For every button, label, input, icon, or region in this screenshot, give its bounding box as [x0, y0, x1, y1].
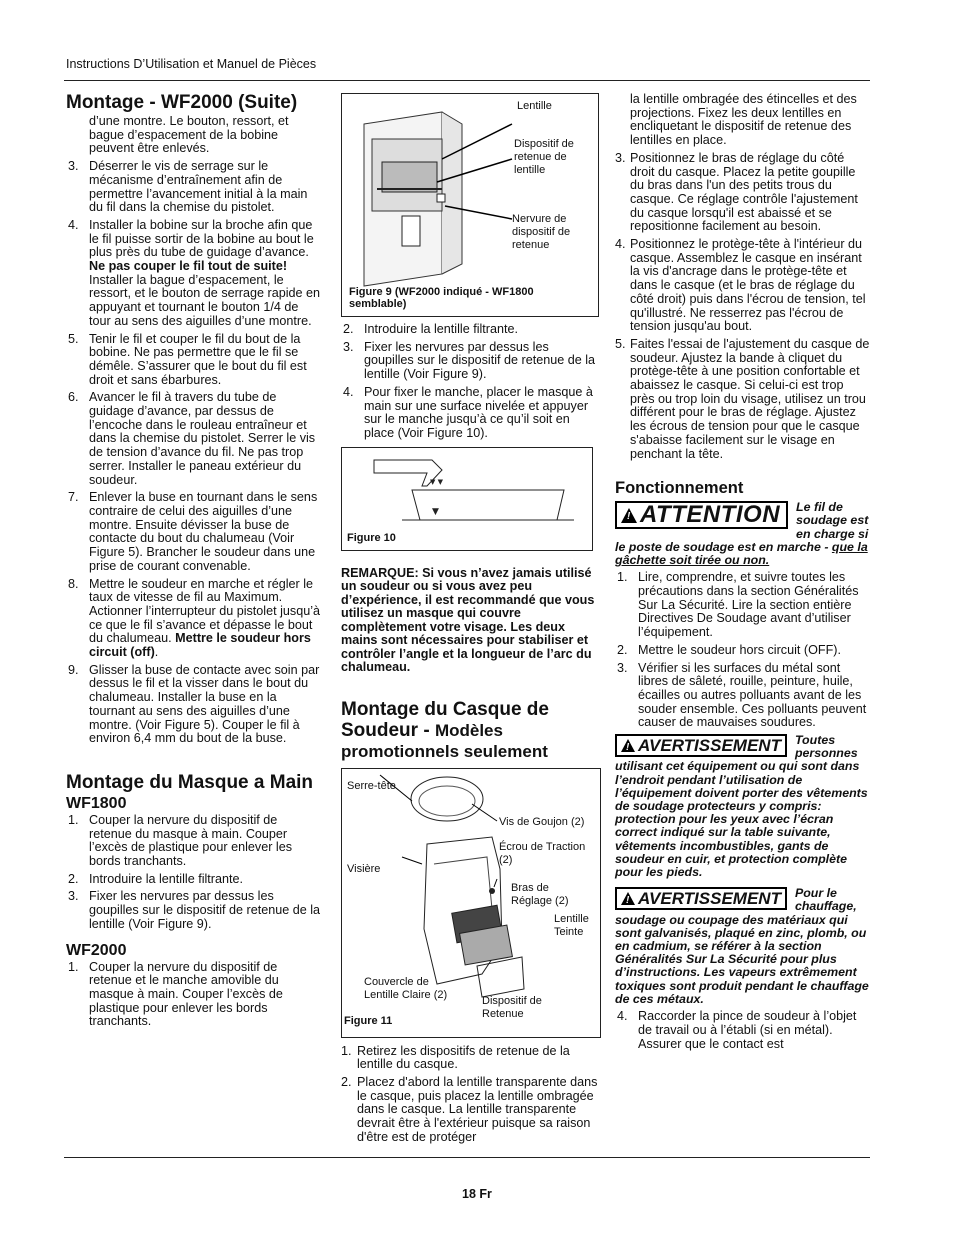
heading-casque: Montage du Casque de Soudeur - Modèles promotionnels seulement: [341, 698, 549, 761]
svg-text:▼: ▼: [432, 506, 439, 517]
op-step-2: 2. Mettre le soudeur hors circuit (OFF).: [617, 642, 841, 657]
steps-list-wf1800: [66, 814, 322, 932]
label-dispositif: Dispositif de Retenue: [482, 994, 542, 1020]
steps-list-casque-2: [615, 152, 871, 461]
heading-fonctionnement: Fonctionnement: [615, 479, 744, 498]
op-step-4: 4. Raccorder la pince de soudeur à l’objet de travail ou à l’établi (si en métal). Assurer que le contact est: [617, 1009, 857, 1051]
step-7: 7. Enlever la buse en tournant dans le sens contraire de celui des aiguilles d’une montre. Ensuite dévisser la buse de contacte du bout du chalumeau (Voir Figure 5). Brancher le soudeur dans une prise de courant convenable.: [68, 490, 318, 573]
mask-step-4: 4. Pour fixer le manche, placer le masque à main sur une surface nivelée et appuyer sur le manche jusqu’à ce qu’il soit en place (Voir Figure 10).: [343, 384, 593, 440]
helmet-step-5: 5. Faites l'essai de l'ajustement du casque de soudeur. Ajustez la bande à cliquet du protège-tête à une position confortable et abaissez le casque. Si celui-ci est trop près ou trop loin du visage, utilisez un trou différent pour le bras de réglage. Ajustez les écrous de tension pour que le casque s'abaisse facilement sur le visage en penchant la tête.: [615, 336, 870, 461]
steps-list-casque: [341, 1045, 599, 1145]
warning-triangle-icon: [621, 739, 635, 752]
steps-list-wf2000: [66, 961, 322, 1030]
step-6: 6. Avancer le fil à travers du tube de guidage d’avance, par dessus de l’encoche dans le rouleau entraîneur et dans la chemise du pistolet. Serrer le vis de tension d’avance du fil. Ne pas trop serrer. Installer le paneau extérieur du soudeur.: [68, 390, 316, 487]
label-bras-reglage: Bras de Réglage (2): [511, 881, 569, 907]
helmet-step-continued: la lentille ombragée des étincelles et des projections. Fixez les deux lentilles en encliquetant le dispositif de retenue des lentilles en place.: [630, 92, 857, 148]
op-step-1: 1. Lire, comprendre, et suivre toutes les précautions dans la section Généralités Sur La Sécurité. Lire la section entière Directives De Soudage avant d’utiliser l’équipement.: [617, 570, 859, 640]
step-continued: d’une montre. Le bouton, ressort, et bague d’espacement de la bobine peuvent être enlevés.: [89, 114, 289, 156]
attention-badge: !ATTENTION: [615, 501, 788, 529]
remarque-note: REMARQUE: Si vous n’avez jamais utilisé un soudeur ou si vous avez peu d’expérience, il est recommandé que vous utilisez un masque qui couvre complètement votre visage. Les deux mains sont nécessaires pour stabiliser et contrôler l’angle et la longueur de l’arc du chalumeau.: [341, 565, 595, 675]
svg-text:▼ ▼: ▼ ▼: [430, 477, 443, 486]
avertissement-block-1: !AVERTISSEMENT Toutes personnes utilisant cet équipement ou qui sont dans l’endroit pendant l’utilisation de l’équipement doivent porter des vêtements de soudage protecteurs y compris: protection pour les yeux avec l’écran correct indiqué sur la table suivante, vêtements incombustibles, gants de soudeur en cuir, et protection complète pour les pieds.: [615, 734, 871, 879]
label-lentille-teinte: Lentille Teinte: [554, 912, 589, 938]
subheading-wf2000: WF2000: [66, 941, 127, 959]
label-couvercle: Couvercle de Lentille Claire (2): [364, 975, 448, 1001]
page-header: Instructions D’Utilisation et Manuel de Pièces: [66, 57, 317, 71]
subheading-wf1800: WF1800: [66, 794, 127, 812]
mask-step-2: 2. Introduire la lentille filtrante.: [343, 322, 519, 336]
page-number: 18 Fr: [462, 1187, 492, 1201]
label-lentille: Lentille: [517, 100, 552, 112]
mask-step-3: 3. Fixer les nervures par dessus les goupilles sur le dispositif de retenue de la lentille (Voir Figure 9).: [343, 339, 596, 382]
step-4: 4. Installer la bobine sur la broche afin que le fil puisse sortir de la bobine au bout le plus près du tube de guidage d’avance. Ne pas couper le fil tout de suite! Installer la bague d’espacement, le ressort, et le bouton de serrage rapide en appuyant et tournant le bouton 1/4 de tour au sens des aiguilles d’une montre.: [68, 217, 321, 328]
column-1: [66, 92, 322, 1033]
figure-10-caption: Figure 10: [347, 531, 396, 544]
label-vis-goujon: Vis de Goujon (2): [499, 815, 585, 828]
figure-11: [341, 768, 601, 1038]
avertissement-badge-2: !AVERTISSEMENT: [615, 887, 787, 910]
label-ecrou-traction: Écrou de Traction (2): [499, 840, 586, 866]
helmet-step-4: 4. Positionnez le protège-tête à l'intérieur du casque. Assemblez le casque en insérant la vis d'ancrage dans le protège-tête et dans le casque (et le bras de réglage du côté droit) puis dans l'écrou de tension, tel qu'illustré. Ne resserrez pas l'écrou de tension jusqu'au bout.: [615, 237, 866, 334]
column-2: [341, 93, 599, 1149]
warning-triangle-icon: [621, 508, 637, 523]
step-8: 8. Mettre le soudeur en marche et régler le taux de vitesse de fil au Maximum. Actionner l’interrupteur du pistolet jusqu’à ce que le fil s’avance et dépasse le bout du chalumeau. Mettre le soudeur hors circuit (off).: [68, 576, 321, 660]
step-3: 3. Déserrer le vis de serrage sur le mécanisme d’entraînement afin de permettre l’avancement initial à la main du fil dans la chemise du pistolet.: [68, 159, 308, 215]
wf1800-step-1: 1. Couper la nervure du dispositif de retenue du masque à main. Couper l’excès de plastique pour enlever les bords tranchants.: [68, 812, 293, 869]
attention-block: !ATTENTION Le fil de soudage est en charge si le poste de soudage est en marche - que la gâchette soit tirée ou non.: [615, 501, 871, 567]
label-visiere: Visière: [347, 862, 381, 875]
figure-9-illustration: [342, 94, 598, 316]
figure-11-caption: Figure 11: [344, 1014, 393, 1027]
column-3: [615, 93, 871, 1055]
avertissement-block-2: !AVERTISSEMENT Pour le chauffage, soudage ou coupage des matériaux qui sont galvanisés, plaqué en zinc, plomb, ou en cadmium, se référer à la section Généralités Sur La Sécurité pour plus d’instructions. Les vapeurs extrêmement toxiques sont produit pendant le chauffage de ces métaux.: [615, 887, 871, 1006]
avertissement-badge-1: !AVERTISSEMENT: [615, 734, 787, 757]
figure-9: [341, 93, 599, 317]
helmet-step-1: 1. Retirez les dispositifs de retenue de la lentille du casque.: [341, 1043, 570, 1072]
helmet-step-3: 3. Positionnez le bras de réglage du côté droit du casque. Placez la petite goupille du bras dans l'un des petits trous du casque. Ce réglage contrôle l'ajustement du casque lorsqu'il est abaissé et se repositionne facilement au besoin.: [615, 150, 858, 234]
step-9: 9. Glisser la buse de contacte avec soin par dessus le fil et la visser dans le bout du chalumeau. Installer la buse en la tournant au sens des aiguilles d’une montre. (Voir Figure 5). Couper le fil à environ 6,4 mm du bout de la buse.: [68, 662, 320, 746]
steps-list-fonctionnement: [615, 571, 871, 730]
label-nervure: Nervure de dispositif de retenue: [512, 213, 571, 251]
steps-list-fonctionnement-2: [615, 1010, 871, 1051]
helmet-step-2: 2. Placez d'abord la lentille transparente dans le casque, puis placez la lentille ombragée dans le casque. La lentille transparente devrait être à l'extérieur puisque sa raison d'être est de protéger: [341, 1075, 598, 1144]
warning-triangle-icon: [621, 892, 635, 905]
op-step-3: 3. Vérifier si les surfaces du métal sont libres de sâleté, rouille, peinture, huile, écailles ou autres polluants avant de les souder ensemble. Ces polluants peuvent causer de mauvaises soudures.: [617, 660, 867, 730]
label-serre-tete: Serre-tête: [347, 779, 396, 792]
step-5: 5. Tenir le fil et couper le fil du bout de la bobine. Ne pas permettre que le fil se démêle. S’assurer que le bout du fil est droit et sans ébarbures.: [68, 331, 307, 387]
heading-masque-main: Montage du Masque a Main: [66, 771, 314, 793]
header-rule: [64, 80, 870, 81]
wf1800-step-2: 2. Introduire la lentille filtrante.: [68, 871, 244, 886]
steps-list-1: [66, 160, 322, 746]
figure-10: [341, 447, 593, 551]
steps-list-2: [341, 323, 599, 441]
wf2000-step-1: 1. Couper la nervure du dispositif de retenue et le manche amovible du masque à main. Couper l’excès de plastique pour enlever les bords tranchants.: [68, 959, 283, 1029]
heading-montage-wf2000: Montage - WF2000 (Suite): [66, 92, 298, 113]
wf1800-step-3: 3. Fixer les nervures par dessus les goupilles sur le dispositif de retenue de la lentille (Voir Figure 9).: [68, 889, 321, 931]
figure-9-caption: Figure 9 (WF2000 indiqué - WF1800 semblable): [349, 286, 534, 310]
footer-rule: [64, 1157, 870, 1158]
label-dispositif-retenue: Dispositif de retenue de lentille: [514, 138, 574, 176]
